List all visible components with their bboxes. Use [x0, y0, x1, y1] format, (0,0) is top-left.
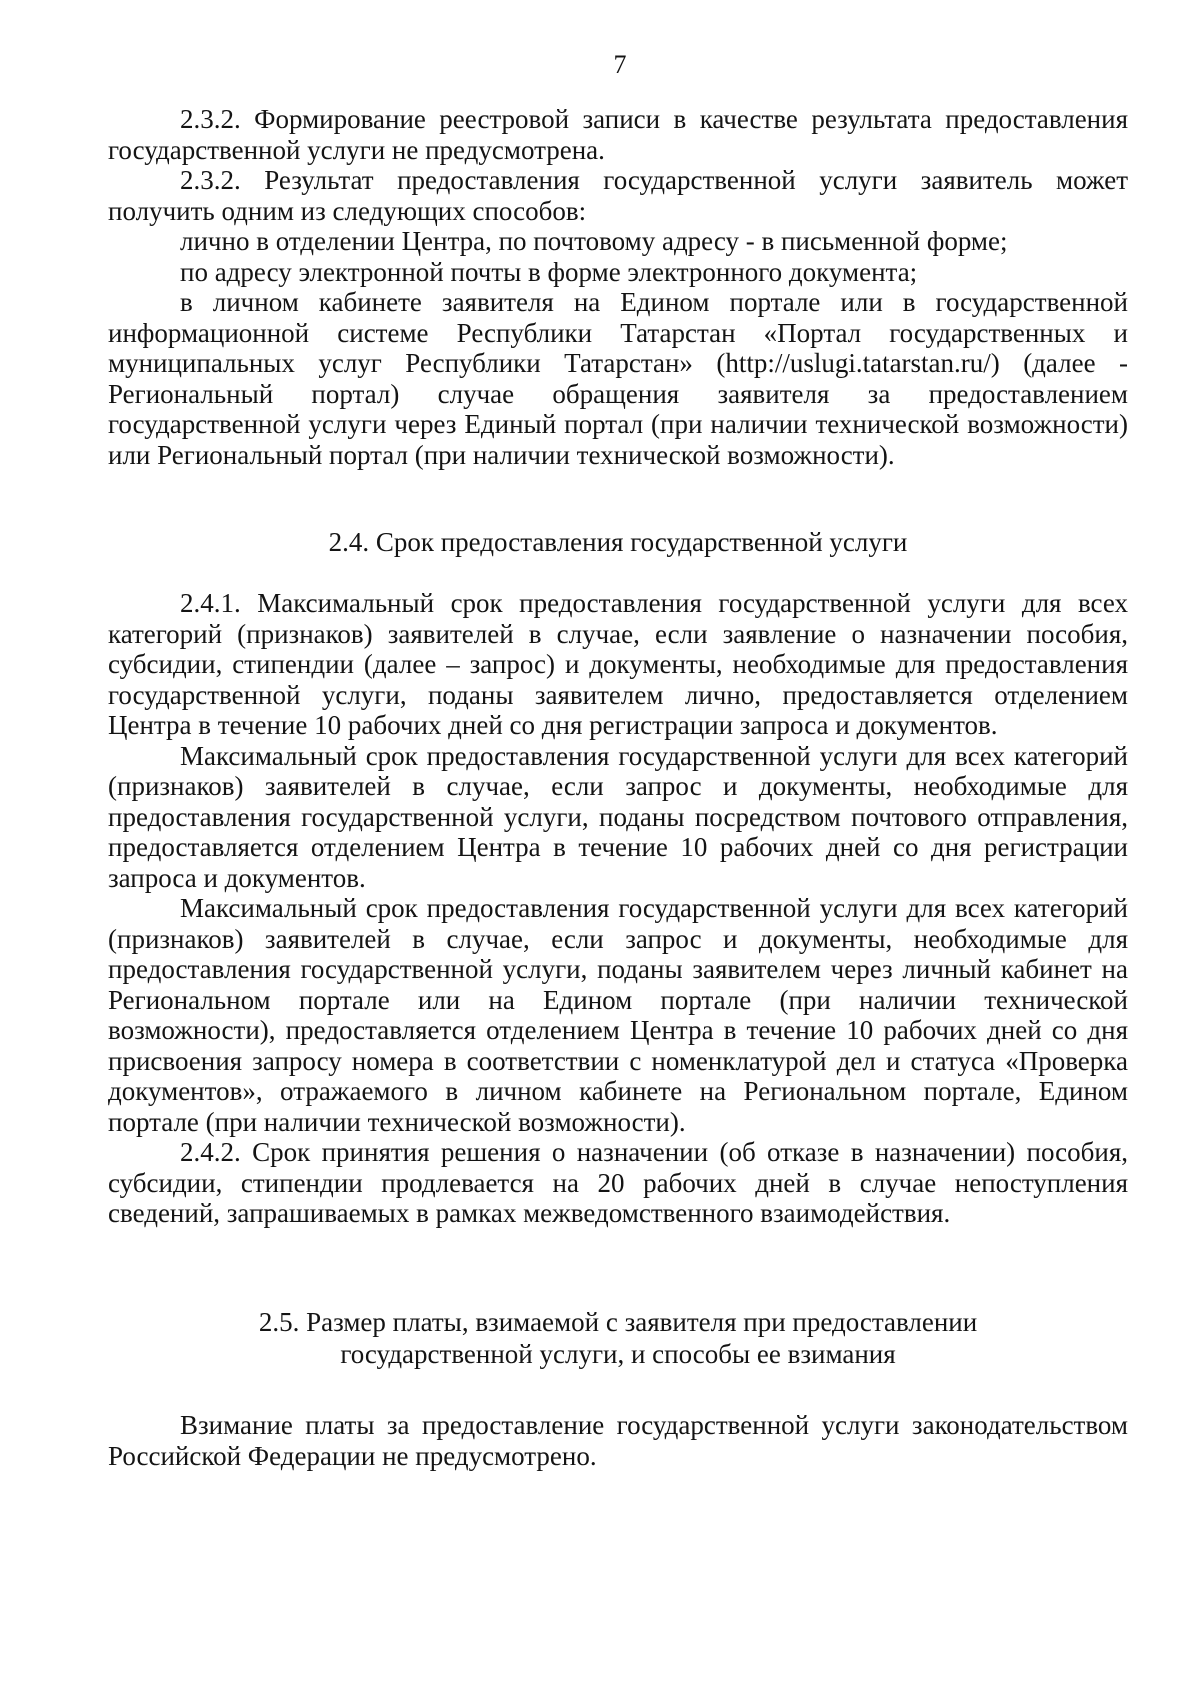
paragraph-2-3-2-registry: 2.3.2. Формирование реестровой записи в качестве результата предоставления государственной услуги не предусмотрена.: [108, 104, 1128, 165]
result-way-portal: в личном кабинете заявителя на Едином портале или в государственной информационной системе Республики Татарстан «Портал государственных и муниципальных услуг Республики Татарстан» (http://uslugi.tatarstan.ru/) (далее - Региональный портал) случае обращения заявителя за предоставлением государственной услуги через Единый портал (при наличии технической возможности) или Региональный портал (при наличии технической возможности).: [108, 287, 1128, 470]
paragraph-2-4-2: 2.4.2. Срок принятия решения о назначении (об отказе в назначении) пособия, субсидии, стипендии продлевается на 20 рабочих дней в случае непоступления сведений, запрашиваемых в рамках межведомственного взаимодействия.: [108, 1137, 1128, 1228]
paragraph-2-4-1-online: Максимальный срок предоставления государственной услуги для всех категорий (признаков) заявителей в случае, если запрос и документы, необходимые для предоставления государственной услуги, поданы заявителем через личный кабинет на Региональном портале или на Едином портале (при наличии технической возможности), предоставляется отделением Центра в течение 10 рабочих дней со дня присвоения запросу номера в соответствии с номенклатурой дел и статуса «Проверка документов», отражаемого в личном кабинете на Региональном портале, Едином портале (при наличии технической возможности).: [108, 893, 1128, 1137]
section-2-3-results: [108, 104, 1128, 470]
section-2-5-fee: [108, 1410, 1128, 1471]
result-way-in-person: лично в отделении Центра, по почтовому адресу - в письменной форме;: [180, 226, 1008, 256]
paragraph-2-5-fee: Взимание платы за предоставление государственной услуги законодательством Российской Федерации не предусмотрено.: [108, 1410, 1128, 1471]
section-2-4-heading: 2.4. Срок предоставления государственной услуги: [328, 527, 908, 557]
paragraph-2-4-1: 2.4.1. Максимальный срок предоставления государственной услуги для всех категорий (признаков) заявителей в случае, если заявление о назначении пособия, субсидии, стипендии (далее – запрос) и документы, необходимые для предоставления государственной услуги, поданы заявителем лично, предоставляется отделением Центра в течение 10 рабочих дней со дня регистрации запроса и документов.: [108, 588, 1128, 740]
section-2-5-heading: [108, 1306, 1128, 1370]
section-2-4-terms: [108, 588, 1128, 1229]
paragraph-2-3-2-result: 2.3.2. Результат предоставления государственной услуги заявитель может получить одним из следующих способов:: [108, 165, 1128, 226]
page-number: 7: [613, 50, 627, 79]
paragraph-2-4-1-postal: Максимальный срок предоставления государственной услуги для всех категорий (признаков) заявителей в случае, если запрос и документы, необходимые для предоставления государственной услуги, поданы посредством почтового отправления, предоставляется отделением Центра в течение 10 рабочих дней со дня регистрации запроса и документов.: [108, 740, 1128, 893]
result-way-email: по адресу электронной почты в форме электронного документа;: [180, 256, 918, 287]
section-2-5-heading-line-1: 2.5. Размер платы, взимаемой с заявителя при предоставлении: [258, 1307, 978, 1337]
section-2-5-heading-line-2: государственной услуги, и способы ее взимания: [340, 1339, 896, 1369]
